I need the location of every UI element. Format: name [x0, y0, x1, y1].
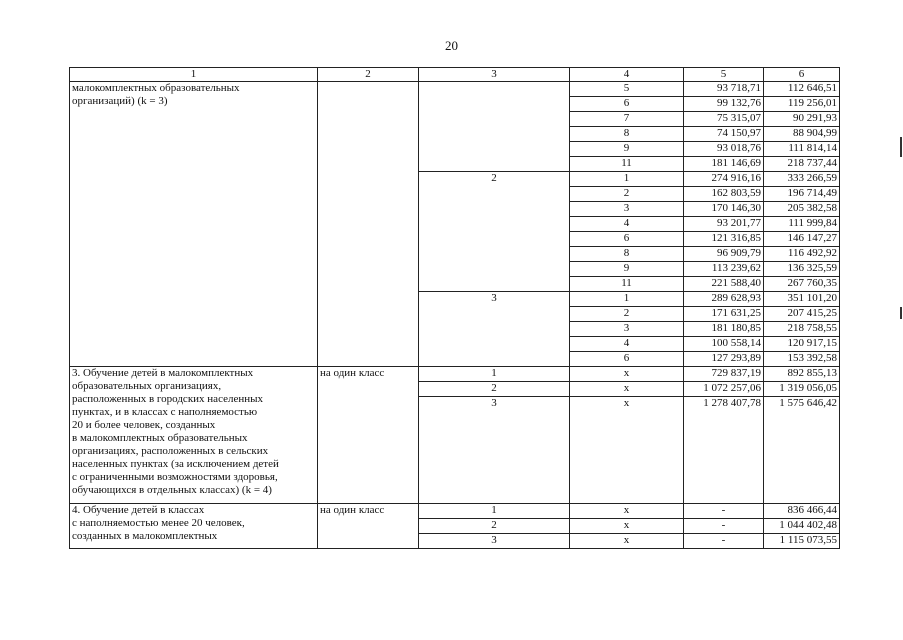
- value-2021: 75 315,07: [684, 112, 764, 127]
- value-2021: 1 278 407,78: [684, 397, 764, 504]
- value-2021: 221 588,40: [684, 277, 764, 292]
- group-label: 3: [419, 292, 570, 367]
- value-2022: 1 044 402,48: [764, 519, 840, 534]
- value-2021: 121 316,85: [684, 232, 764, 247]
- group-num: 1: [419, 367, 570, 382]
- value-2021: 181 146,69: [684, 157, 764, 172]
- value-2021: 274 916,16: [684, 172, 764, 187]
- value-2022: 136 325,59: [764, 262, 840, 277]
- value-2021: -: [684, 534, 764, 549]
- value-2021: 170 146,30: [684, 202, 764, 217]
- value-2022: 218 737,44: [764, 157, 840, 172]
- table-row: [70, 367, 840, 382]
- class-num: 9: [570, 142, 684, 157]
- value-2021: 113 239,62: [684, 262, 764, 277]
- class-num: 1: [570, 172, 684, 187]
- value-2021: -: [684, 519, 764, 534]
- value-2022: 1 319 056,05: [764, 382, 840, 397]
- section-k4-description: 3. Обучение детей в малокомплектных образовательных организациях, расположенных в городских населенных пунктах, и в классах с наполняемостью 20 и более человек, созданных в малокомплектных образовательных организациях, расположенных в сельских населенных пунктах (за исключением детей с ограниченными возможностями здоровья, обучающихся в отдельных классах) (k = 4): [70, 367, 318, 504]
- class-num: 9: [570, 262, 684, 277]
- value-2021: 729 837,19: [684, 367, 764, 382]
- value-2021: 93 018,76: [684, 142, 764, 157]
- value-2022: 146 147,27: [764, 232, 840, 247]
- value-2022: 153 392,58: [764, 352, 840, 367]
- value-2021: -: [684, 504, 764, 519]
- class-num: 5: [570, 82, 684, 97]
- class-num: x: [570, 534, 684, 549]
- class-num: 1: [570, 292, 684, 307]
- value-2021: 1 072 257,06: [684, 382, 764, 397]
- value-2021: 74 150,97: [684, 127, 764, 142]
- class-num: 4: [570, 337, 684, 352]
- class-num: 8: [570, 247, 684, 262]
- tariff-table: [69, 67, 840, 549]
- value-2022: 111 999,84: [764, 217, 840, 232]
- value-2022: 90 291,93: [764, 112, 840, 127]
- group-label: 2: [419, 172, 570, 292]
- value-2022: 88 904,99: [764, 127, 840, 142]
- class-num: 6: [570, 232, 684, 247]
- value-2021: 181 180,85: [684, 322, 764, 337]
- class-num: 4: [570, 217, 684, 232]
- value-2022: 267 760,35: [764, 277, 840, 292]
- class-num: 6: [570, 97, 684, 112]
- table-row: [70, 82, 840, 97]
- header-row: [70, 68, 840, 82]
- class-num: x: [570, 397, 684, 504]
- value-2021: 171 631,25: [684, 307, 764, 322]
- value-2022: 333 266,59: [764, 172, 840, 187]
- value-2022: 111 814,14: [764, 142, 840, 157]
- value-2021: 93 201,77: [684, 217, 764, 232]
- value-2021: 289 628,93: [684, 292, 764, 307]
- table-row: [70, 504, 840, 519]
- value-2022: 119 256,01: [764, 97, 840, 112]
- col-header-2: 2: [318, 68, 419, 82]
- col-header-6: 6: [764, 68, 840, 82]
- section-k3-unit-cell: [318, 82, 419, 367]
- class-num: 6: [570, 352, 684, 367]
- value-2021: 100 558,14: [684, 337, 764, 352]
- col-header-4: 4: [570, 68, 684, 82]
- col-header-5: 5: [684, 68, 764, 82]
- class-num: 8: [570, 127, 684, 142]
- class-num: x: [570, 367, 684, 382]
- group-prev-cell: [419, 82, 570, 172]
- value-2022: 351 101,20: [764, 292, 840, 307]
- class-num: 11: [570, 277, 684, 292]
- group-num: 3: [419, 534, 570, 549]
- class-num: 3: [570, 322, 684, 337]
- col-header-1: 1: [70, 68, 318, 82]
- value-2022: 120 917,15: [764, 337, 840, 352]
- class-num: x: [570, 504, 684, 519]
- value-2021: 127 293,89: [684, 352, 764, 367]
- value-2022: 218 758,55: [764, 322, 840, 337]
- class-num: 11: [570, 157, 684, 172]
- value-2022: 207 415,25: [764, 307, 840, 322]
- group-num: 2: [419, 382, 570, 397]
- value-2022: 112 646,51: [764, 82, 840, 97]
- value-2022: 1 115 073,55: [764, 534, 840, 549]
- page-number: 20: [445, 38, 458, 53]
- value-2022: 836 466,44: [764, 504, 840, 519]
- value-2022: 205 382,58: [764, 202, 840, 217]
- class-num: 3: [570, 202, 684, 217]
- group-num: 1: [419, 504, 570, 519]
- scan-edge-mark-bottom: [900, 307, 902, 319]
- class-num: 7: [570, 112, 684, 127]
- section-4-unit: на один класс: [318, 504, 419, 549]
- class-num: x: [570, 519, 684, 534]
- value-2022: 892 855,13: [764, 367, 840, 382]
- value-2022: 1 575 646,42: [764, 397, 840, 504]
- value-2021: 96 909,79: [684, 247, 764, 262]
- scan-edge-mark-top: [900, 137, 902, 157]
- class-num: 2: [570, 307, 684, 322]
- value-2021: 162 803,59: [684, 187, 764, 202]
- group-num: 3: [419, 397, 570, 504]
- value-2022: 196 714,49: [764, 187, 840, 202]
- class-num: 2: [570, 187, 684, 202]
- class-num: x: [570, 382, 684, 397]
- section-k4-unit: на один класс: [318, 367, 419, 504]
- value-2021: 99 132,76: [684, 97, 764, 112]
- group-num: 2: [419, 519, 570, 534]
- col-header-3: 3: [419, 68, 570, 82]
- value-2021: 93 718,71: [684, 82, 764, 97]
- section-4-description: 4. Обучение детей в классах с наполняемостью менее 20 человек, созданных в малокомплектных: [70, 504, 318, 549]
- section-k3-description: малокомплектных образовательных организаций) (k = 3): [70, 82, 318, 367]
- value-2022: 116 492,92: [764, 247, 840, 262]
